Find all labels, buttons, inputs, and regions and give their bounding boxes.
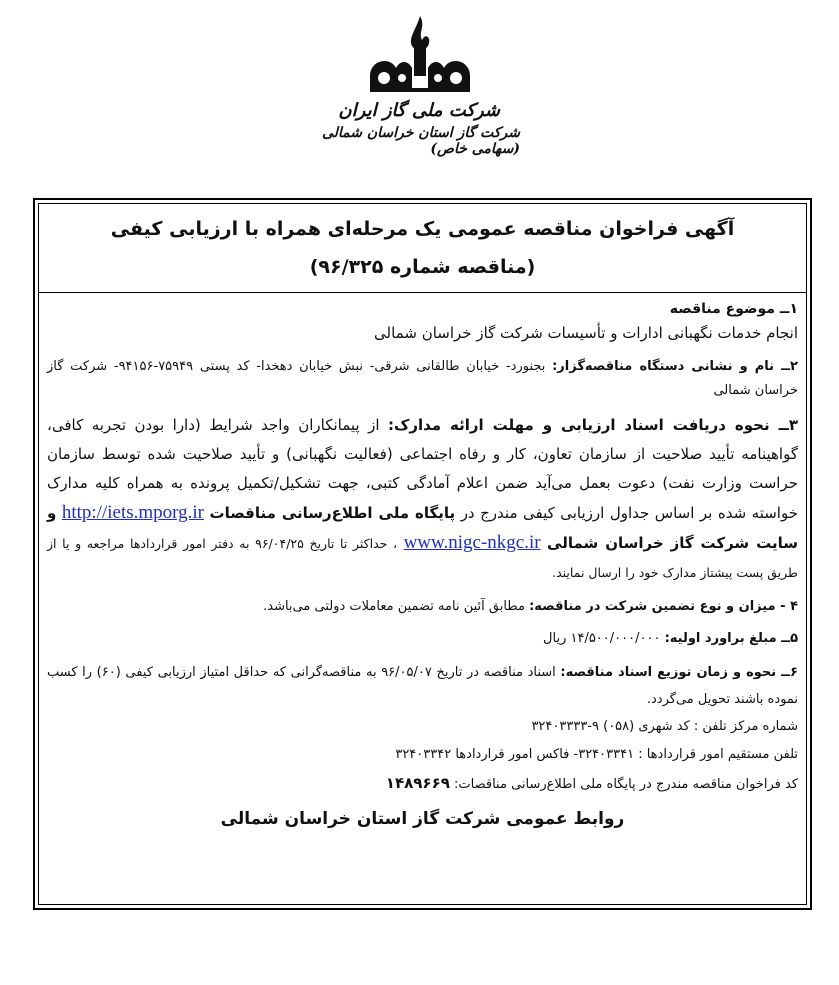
section-2-label: ۲ــ نام و نشانی دستگاه مناقصه‌گزار: [552,359,798,374]
portal-code-line [47,769,798,799]
section-4-text: مطابق آئین نامه تضمین معاملات دولتی می‌باشد. [263,599,525,614]
company-logo [300,12,540,157]
section-3-text-b: ، حداکثر تا تاریخ ۹۶/۰۴/۲۵ به دفتر امور قراردادها مراجعه و یا از طریق پست پیشتاز مدارک خود را ارسال نمایند. [47,536,798,580]
and-word: و [47,504,57,522]
section-6-label: ۶ــ نحوه و زمان توزیع اسناد مناقصه: [560,665,798,680]
section-3-label: ۳ــ نحوه دریافت اسناد ارزیابی و مهلت ارائه مدارک: [387,416,798,434]
company-site-name: سایت شرکت گاز خراسان شمالی [547,534,798,552]
notice-inner-frame [38,203,807,905]
section-6 [47,659,798,713]
central-phone: شماره مرکز تلفن : کد شهری (۰۵۸) ۹-۳۲۴۰۳۳۳۳ [531,719,798,734]
section-1-title: ۱ــ موضوع مناقصه [669,301,798,317]
section-2-text: بجنورد- خیابان طالقانی شرقی- نبش خیابان دهخدا- کد پستی ۷۵۹۴۹-۹۴۱۵۶- شرکت گاز خراسان شمالی [47,359,798,398]
estimated-amount: ۱۴/۵۰۰/۰۰۰/۰۰۰ ریال [543,631,661,646]
nigc-flame-logo-icon [360,12,480,100]
section-4 [47,595,798,619]
portal-link[interactable]: http://iets.mporg.ir [61,502,204,523]
section-5 [47,627,798,651]
notice-body [47,298,798,829]
portal-code: ۱۴۸۹۶۶۹ [385,774,450,792]
section-5-label: ۵ــ مبلغ براورد اولیه: [664,631,798,646]
logo-company-name: شرکت ملی گاز ایران [338,100,500,121]
section-3 [47,411,798,587]
notice-number: (مناقصه شماره ۹۶/۳۲۵) [309,256,536,278]
section-1-text: انجام خدمات نگهبانی ادارات و تأسیسات شرکت گاز خراسان شمالی [374,324,798,342]
public-relations-signature: روابط عمومی شرکت گاز استان خراسان شمالی [220,809,625,829]
portal-name: پایگاه ملی اطلاع‌رسانی مناقصات [209,504,456,522]
portal-code-label: کد فراخوان مناقصه مندرج در پایگاه ملی اطلاع‌رسانی مناقصات: [454,777,798,792]
section-2 [47,355,798,403]
section-6-text: اسناد مناقصه در تاریخ ۹۶/۰۵/۰۷ به مناقصه‌گرانی که حداقل امتیاز ارزیابی کیفی (۶۰) را کسب نموده باشند تحویل می‌گردد. [47,665,798,707]
section-3-text-a: از پیمانکاران واجد شرایط (دارا بودن تجربه کافی، گواهینامه تأیید صلاحیت از سازمان تعاون، کار و رفاه اجتماعی (فعالیت نگهبانی) و تأیید صلاحیت شده توسط سازمان حراست وزارت نفت) دعوت بعمل می‌آید ضمن اعلام آمادگی کتبی، جهت تشکیل/تکمیل پرونده به همراه کلیه مدارک خواسته شده بر اساس جداول ارزیابی کیفی مندرج در [47,416,798,522]
company-site-link[interactable]: www.nigc-nkgc.ir [403,532,541,553]
notice-title: آگهی فراخوان مناقصه عمومی یک مرحله‌ای همراه با ارزیابی کیفی [110,218,735,240]
notice-header [39,204,806,293]
logo-subsidiary-name: شرکت گاز استان خراسان شمالی (سهامی خاص) [321,125,520,157]
section-4-label: ۴ - میزان و نوع تضمین شرکت در مناقصه: [529,599,798,614]
contracts-phone: تلفن مستقیم امور قراردادها : ۳۲۴۰۳۳۴۱- فاکس امور قراردادها ۳۲۴۰۳۳۴۲ [395,747,798,762]
notice-frame [33,198,812,910]
